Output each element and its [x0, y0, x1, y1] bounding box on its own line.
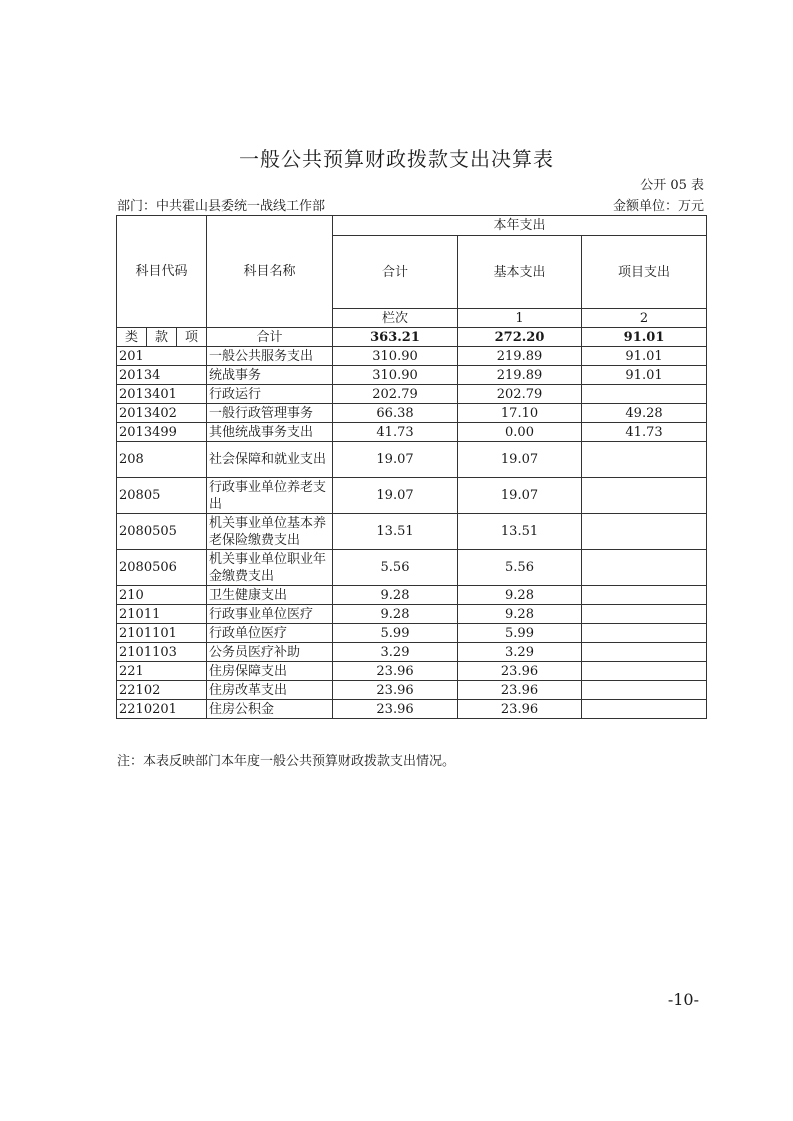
- row-basic: 19.07: [458, 442, 582, 478]
- row-basic: 202.79: [458, 385, 582, 404]
- header-name: 科目名称: [207, 216, 333, 328]
- row-basic: 9.28: [458, 605, 582, 624]
- row-basic: 13.51: [458, 514, 582, 550]
- row-total: 310.90: [333, 366, 458, 385]
- row-basic: 23.96: [458, 681, 582, 700]
- row-code: 2013402: [117, 404, 207, 423]
- row-code: 20134: [117, 366, 207, 385]
- row-name: 其他统战事务支出: [207, 423, 333, 442]
- budget-table: [116, 215, 707, 719]
- totals-row: [117, 328, 707, 347]
- row-code: 22102: [117, 681, 207, 700]
- department-label: 部门：中共霍山县委统一战线工作部: [117, 199, 326, 214]
- table-row: [117, 347, 707, 366]
- row-name: 住房公积金: [207, 700, 333, 719]
- row-code: 208: [117, 442, 207, 478]
- header-basic: 基本支出: [458, 236, 582, 309]
- row-project: 91.01: [582, 366, 707, 385]
- totals-total: 363.21: [333, 328, 458, 347]
- row-name: 统战事务: [207, 366, 333, 385]
- totals-basic: 272.20: [458, 328, 582, 347]
- table-row: [117, 605, 707, 624]
- header-kuan: 款: [147, 328, 177, 347]
- header-project: 项目支出: [582, 236, 707, 309]
- row-basic: 0.00: [458, 423, 582, 442]
- table-row: [117, 550, 707, 586]
- row-project: 41.73: [582, 423, 707, 442]
- row-project: [582, 478, 707, 514]
- row-total: 9.28: [333, 605, 458, 624]
- row-basic: 3.29: [458, 643, 582, 662]
- header-col1: 1: [458, 309, 582, 328]
- row-name: 行政运行: [207, 385, 333, 404]
- header-col-label: 栏次: [333, 309, 458, 328]
- row-name: 机关事业单位职业年金缴费支出: [207, 550, 333, 586]
- row-project: [582, 681, 707, 700]
- row-total: 5.56: [333, 550, 458, 586]
- row-name: 行政事业单位养老支出: [207, 478, 333, 514]
- row-project: 91.01: [582, 347, 707, 366]
- table-row: [117, 423, 707, 442]
- row-project: [582, 643, 707, 662]
- row-project: [582, 662, 707, 681]
- totals-project: 91.01: [582, 328, 707, 347]
- row-code: 2101103: [117, 643, 207, 662]
- row-total: 23.96: [333, 681, 458, 700]
- form-number: 公开 05 表: [640, 178, 704, 193]
- unit-label: 金额单位：万元: [612, 199, 704, 214]
- row-total: 23.96: [333, 662, 458, 681]
- table-row: [117, 624, 707, 643]
- row-project: [582, 586, 707, 605]
- row-total: 202.79: [333, 385, 458, 404]
- row-project: [582, 385, 707, 404]
- row-basic: 5.56: [458, 550, 582, 586]
- header-col2: 2: [582, 309, 707, 328]
- row-project: [582, 550, 707, 586]
- row-code: 2080505: [117, 514, 207, 550]
- row-code: 2210201: [117, 700, 207, 719]
- row-project: 49.28: [582, 404, 707, 423]
- page-number: -10-: [667, 990, 699, 1009]
- row-project: [582, 605, 707, 624]
- table-row: [117, 700, 707, 719]
- row-name: 机关事业单位基本养老保险缴费支出: [207, 514, 333, 550]
- row-code: 201: [117, 347, 207, 366]
- table-row: [117, 385, 707, 404]
- row-basic: 219.89: [458, 366, 582, 385]
- header-lei: 类: [117, 328, 147, 347]
- page-title: 一般公共预算财政拨款支出决算表: [239, 147, 554, 171]
- row-total: 66.38: [333, 404, 458, 423]
- row-total: 5.99: [333, 624, 458, 643]
- table-row: [117, 404, 707, 423]
- row-name: 行政事业单位医疗: [207, 605, 333, 624]
- row-name: 行政单位医疗: [207, 624, 333, 643]
- header-total: 合计: [333, 236, 458, 309]
- row-basic: 219.89: [458, 347, 582, 366]
- header-xiang: 项: [177, 328, 207, 347]
- row-code: 2013401: [117, 385, 207, 404]
- row-project: [582, 624, 707, 643]
- header-code: 科目代码: [117, 216, 207, 328]
- row-total: 310.90: [333, 347, 458, 366]
- row-total: 3.29: [333, 643, 458, 662]
- row-name: 一般公共服务支出: [207, 347, 333, 366]
- row-name: 卫生健康支出: [207, 586, 333, 605]
- row-name: 社会保障和就业支出: [207, 442, 333, 478]
- row-basic: 23.96: [458, 662, 582, 681]
- row-name: 住房保障支出: [207, 662, 333, 681]
- totals-label: 合计: [207, 328, 333, 347]
- row-total: 9.28: [333, 586, 458, 605]
- row-code: 221: [117, 662, 207, 681]
- row-project: [582, 442, 707, 478]
- table-row: [117, 442, 707, 478]
- row-total: 41.73: [333, 423, 458, 442]
- header-annual: 本年支出: [333, 216, 707, 236]
- row-code: 2080506: [117, 550, 207, 586]
- row-project: [582, 514, 707, 550]
- row-basic: 23.96: [458, 700, 582, 719]
- row-code: 2101101: [117, 624, 207, 643]
- row-total: 23.96: [333, 700, 458, 719]
- table-row: [117, 662, 707, 681]
- table-row: [117, 586, 707, 605]
- row-code: 2013499: [117, 423, 207, 442]
- row-total: 19.07: [333, 478, 458, 514]
- table-note: 注：本表反映部门本年度一般公共预算财政拨款支出情况。: [117, 754, 456, 769]
- table-row: [117, 478, 707, 514]
- row-name: 住房改革支出: [207, 681, 333, 700]
- row-code: 20805: [117, 478, 207, 514]
- row-basic: 5.99: [458, 624, 582, 643]
- row-basic: 19.07: [458, 478, 582, 514]
- row-name: 公务员医疗补助: [207, 643, 333, 662]
- row-basic: 9.28: [458, 586, 582, 605]
- row-code: 210: [117, 586, 207, 605]
- table-row: [117, 681, 707, 700]
- table-row: [117, 366, 707, 385]
- row-name: 一般行政管理事务: [207, 404, 333, 423]
- row-code: 21011: [117, 605, 207, 624]
- row-basic: 17.10: [458, 404, 582, 423]
- table-row: [117, 643, 707, 662]
- table-row: [117, 514, 707, 550]
- row-total: 13.51: [333, 514, 458, 550]
- row-total: 19.07: [333, 442, 458, 478]
- row-project: [582, 700, 707, 719]
